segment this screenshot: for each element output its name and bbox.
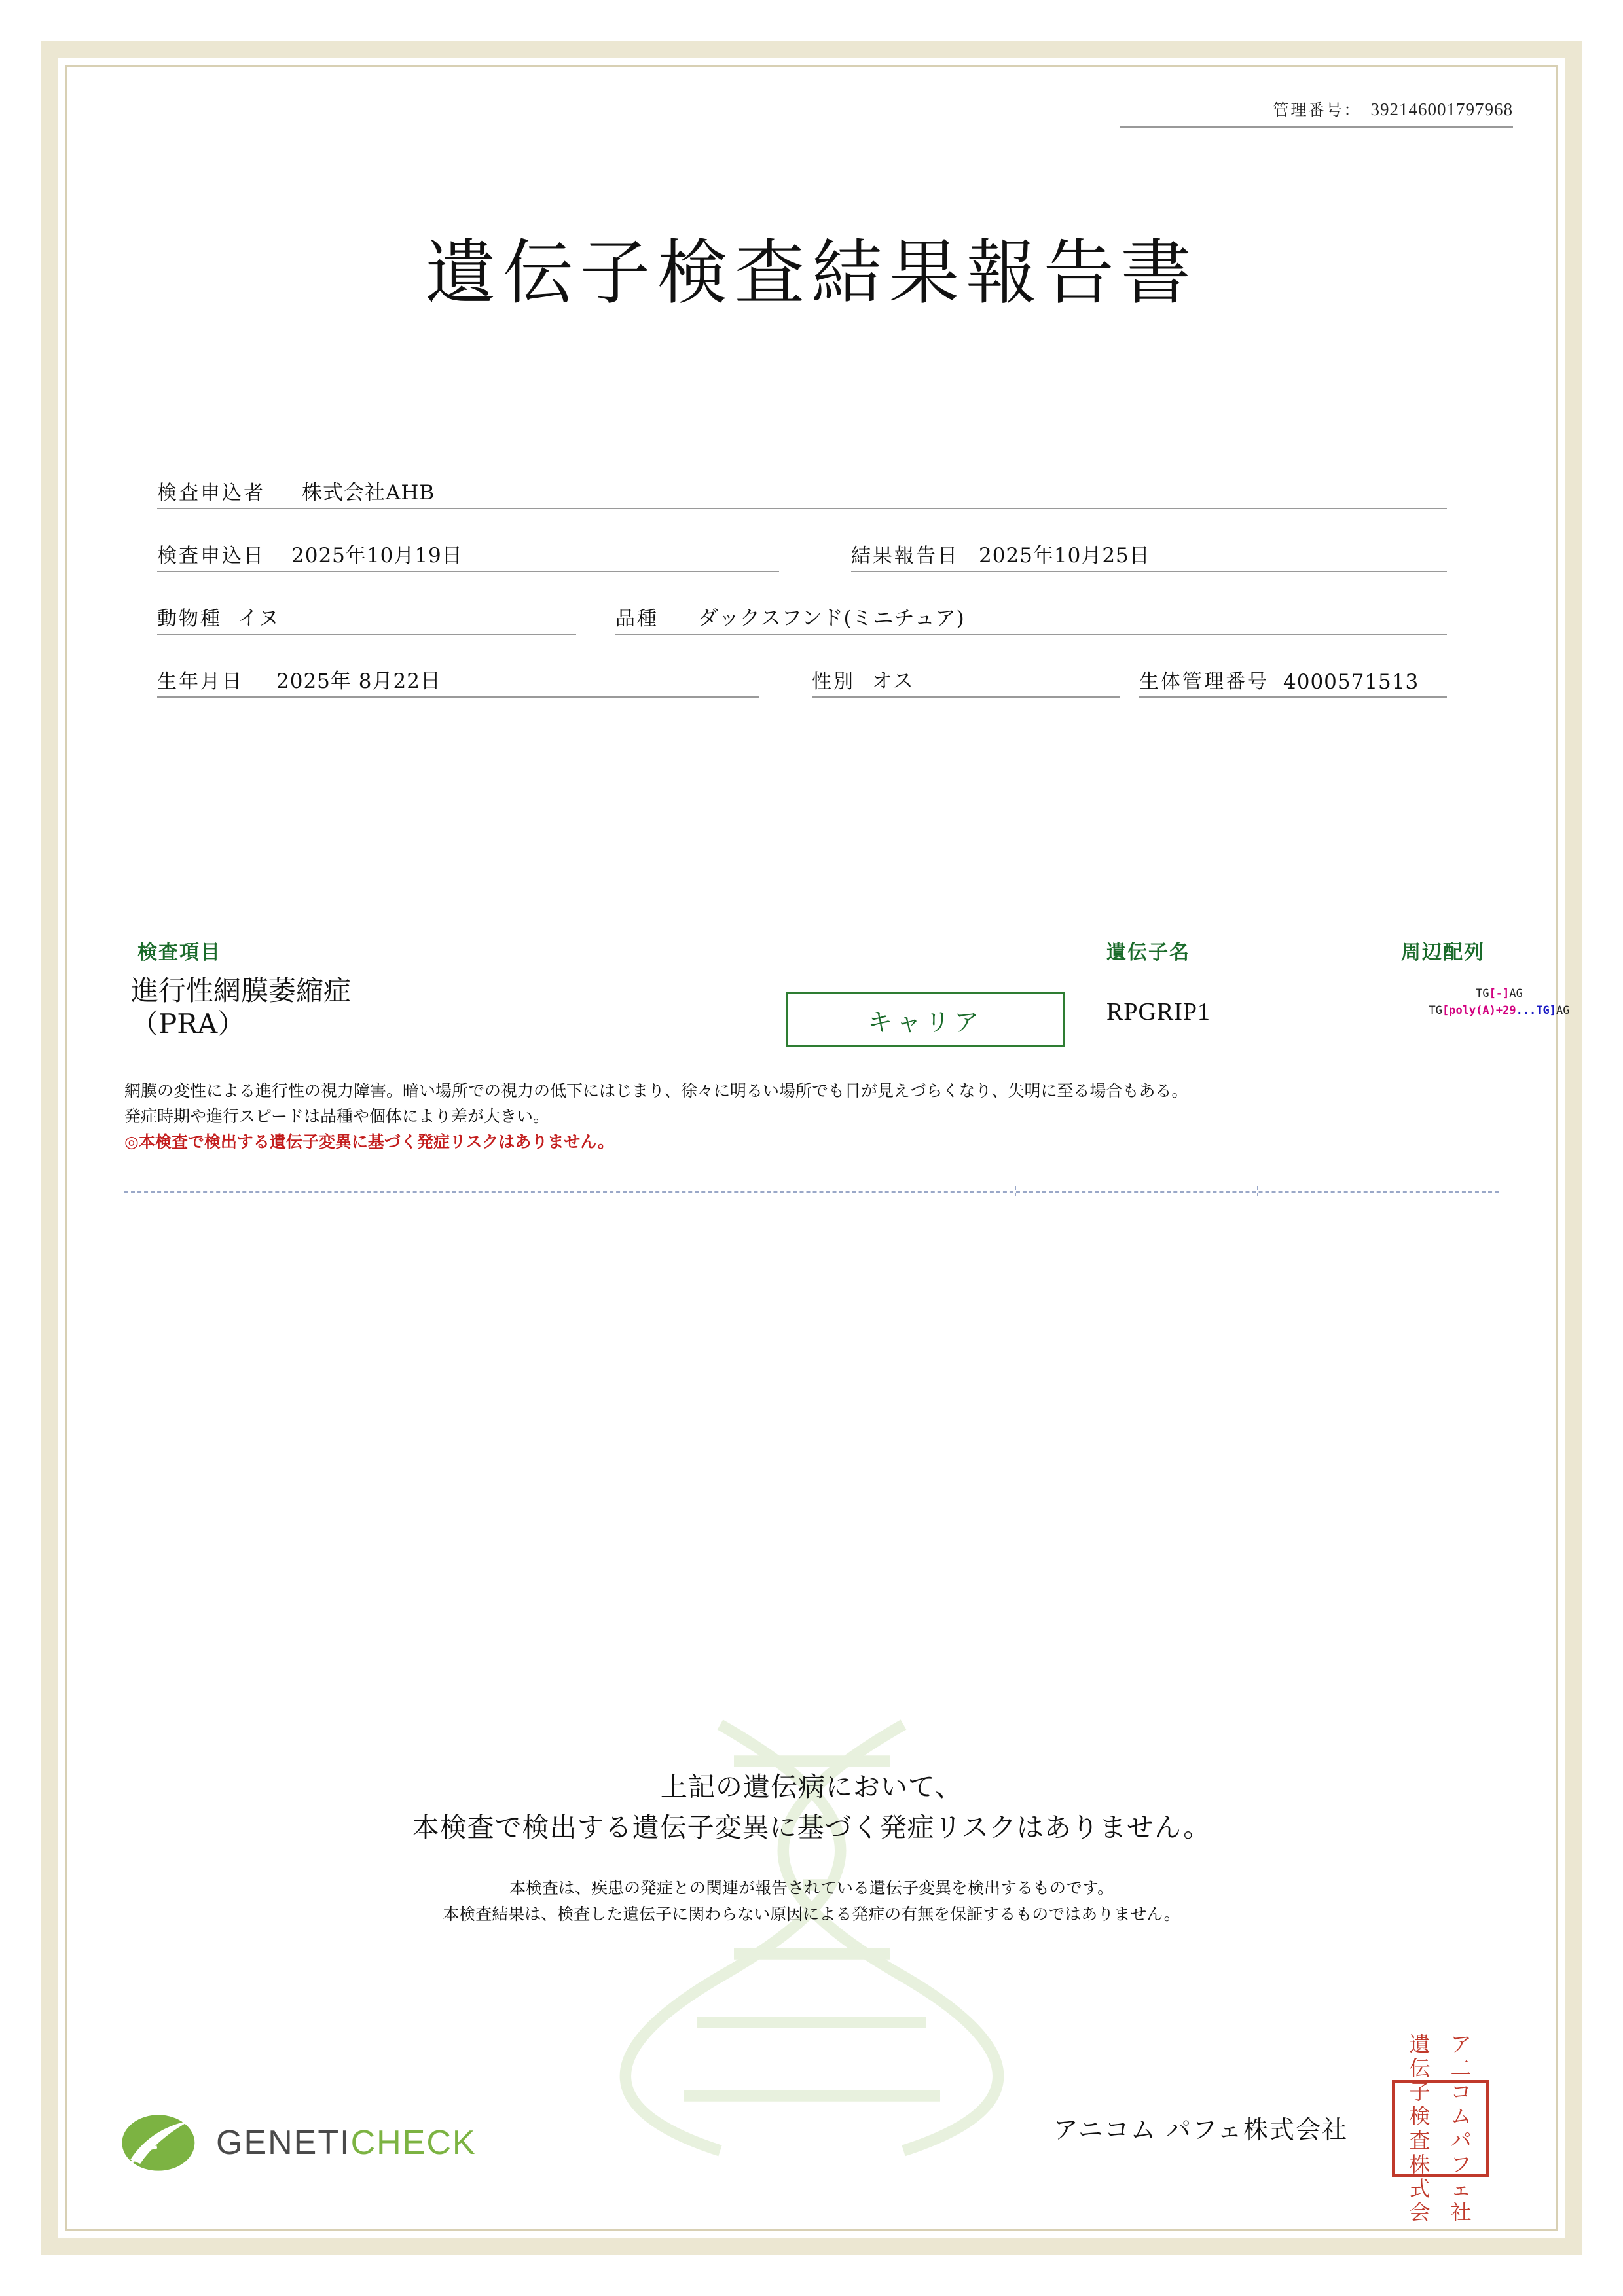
- seal-char: フ: [1450, 2151, 1472, 2177]
- seq-bottom-mid2: ...TG]: [1516, 1003, 1556, 1017]
- summary-line-2: 本検査で検出する遺伝子変異に基づく発症リスクはありません。: [412, 1811, 1211, 1843]
- sex-label: 性別: [812, 670, 855, 693]
- seq-top-post: AG: [1509, 987, 1523, 1000]
- apply-date-label: 検査申込日: [157, 545, 265, 567]
- brand-logo-text: [216, 2123, 477, 2162]
- birth-value: 2025年 8月22日: [276, 670, 441, 693]
- page-title: 遺伝子検査結果報告書: [425, 232, 1198, 314]
- seal-char: コ: [1450, 2079, 1472, 2105]
- gene-name-label: 遺伝子名: [1106, 941, 1190, 964]
- seal-char: パ: [1450, 2128, 1472, 2153]
- birth-label: 生年月日: [157, 670, 244, 693]
- seal-char: 会: [1409, 2200, 1431, 2225]
- info-row-dates: [157, 521, 1505, 584]
- info-block: [157, 458, 1505, 709]
- disease-name-line2: （PRA）: [131, 1008, 246, 1041]
- section-divider: [124, 1191, 1499, 1193]
- seq-top-mid: [-]: [1489, 987, 1510, 1000]
- seal-char: ム: [1450, 2104, 1472, 2129]
- seal-char: 式: [1409, 2176, 1431, 2201]
- sequence-block: [1355, 986, 1623, 1019]
- seal-char: ェ: [1450, 2176, 1472, 2201]
- seq-bottom-post: AG: [1556, 1003, 1570, 1017]
- seal-char: 子: [1409, 2079, 1431, 2105]
- report-date-value: 2025年10月25日: [979, 544, 1150, 567]
- field-apply-date: [157, 530, 779, 572]
- seq-top-pre: TG: [1476, 987, 1489, 1000]
- sex-value: オス: [872, 670, 914, 693]
- disease-name: [131, 974, 351, 1041]
- disease-desc-line2: 発症時期や進行スピードは品種や個体により差が大きい。: [124, 1106, 550, 1126]
- sequence-line-bottom: [1355, 1003, 1623, 1020]
- seq-bottom-pre: TG: [1429, 1003, 1442, 1017]
- field-report-date: [851, 530, 1447, 572]
- seal-char: 伝: [1409, 2055, 1431, 2081]
- divider-tick-2: [1257, 1186, 1258, 1196]
- seq-bottom-mid1: [poly(A)+29: [1442, 1003, 1516, 1017]
- company-name: アニコム パフェ株式会社: [1053, 2115, 1348, 2144]
- seal-char: 株: [1409, 2151, 1431, 2177]
- seal-char: 遺: [1409, 2031, 1431, 2056]
- summary-sub: [98, 1875, 1525, 1928]
- sequence-label: 周辺配列: [1401, 941, 1485, 964]
- species-value: イヌ: [238, 607, 280, 630]
- leaf-logo-icon: [118, 2108, 202, 2178]
- document-content: [98, 79, 1570, 2225]
- result-badge: キャリア: [786, 992, 1065, 1047]
- summary-sub-line2: 本検査結果は、検査した遺伝子に関わらない原因による発症の有無を保証するものではありません。: [443, 1905, 1180, 1924]
- seal-char: 社: [1450, 2200, 1472, 2225]
- gene-name-value: RPGRIP1: [1106, 998, 1211, 1026]
- brand-logo-text-2: CHECK: [350, 2124, 477, 2162]
- control-number-label: 管理番号：: [1273, 101, 1362, 119]
- apply-date-value: 2025年10月19日: [291, 544, 463, 567]
- sequence-line-top: [1355, 986, 1623, 1003]
- species-label: 動物種: [157, 607, 222, 630]
- brand-logo-text-1: GENETI: [216, 2124, 351, 2162]
- info-row-birth: [157, 647, 1505, 709]
- field-sex: [812, 656, 1120, 698]
- summary-sub-line1: 本検査は、疾患の発症との関連が報告されている遺伝子変異を検出するものです。: [509, 1878, 1114, 1897]
- summary-line-1: 上記の遺伝病において、: [660, 1771, 963, 1803]
- applicant-label: 検査申込者: [157, 482, 265, 505]
- report-date-label: 結果報告日: [851, 545, 959, 567]
- breed-value: ダックスフンド(ミニチュア): [698, 607, 965, 630]
- animal-id-value: 4000571513: [1283, 670, 1419, 694]
- field-birth: [157, 656, 759, 698]
- applicant-value: 株式会社AHB: [302, 481, 435, 505]
- test-item-label: 検査項目: [137, 941, 221, 964]
- field-breed: [615, 593, 1447, 635]
- seal-char: 検: [1409, 2104, 1431, 2129]
- field-applicant: [157, 467, 1447, 509]
- breed-label: 品種: [615, 607, 659, 630]
- divider-tick-1: [1015, 1186, 1016, 1196]
- info-row-species: [157, 584, 1505, 647]
- disease-desc-note: ◎本検査で検出する遺伝子変異に基づく発症リスクはありません。: [124, 1132, 614, 1151]
- seal-char: 査: [1409, 2128, 1431, 2153]
- field-animal-id: [1139, 656, 1447, 698]
- info-row-applicant: [157, 458, 1505, 521]
- field-species: [157, 593, 576, 635]
- summary-block: [98, 1767, 1525, 1928]
- company-seal: [1392, 2031, 1489, 2225]
- disease-description: [124, 1079, 1499, 1155]
- disease-name-line1: 進行性網膜萎縮症: [131, 975, 352, 1007]
- results-section-header: [137, 936, 1499, 962]
- seal-char: ア: [1450, 2031, 1472, 2056]
- disease-result-row: [124, 974, 1570, 1059]
- disease-desc-line1: 網膜の変性による進行性の視力障害。暗い場所での視力の低下にはじまり、徐々に明るい場所でも目が見えづらくなり、失明に至る場合もある。: [124, 1081, 1188, 1100]
- animal-id-label: 生体管理番号: [1139, 670, 1269, 693]
- control-number-value: 392146001797968: [1370, 99, 1513, 119]
- brand-logo: [118, 2108, 477, 2178]
- control-number: [1120, 97, 1513, 128]
- seal-char: 二: [1450, 2055, 1472, 2081]
